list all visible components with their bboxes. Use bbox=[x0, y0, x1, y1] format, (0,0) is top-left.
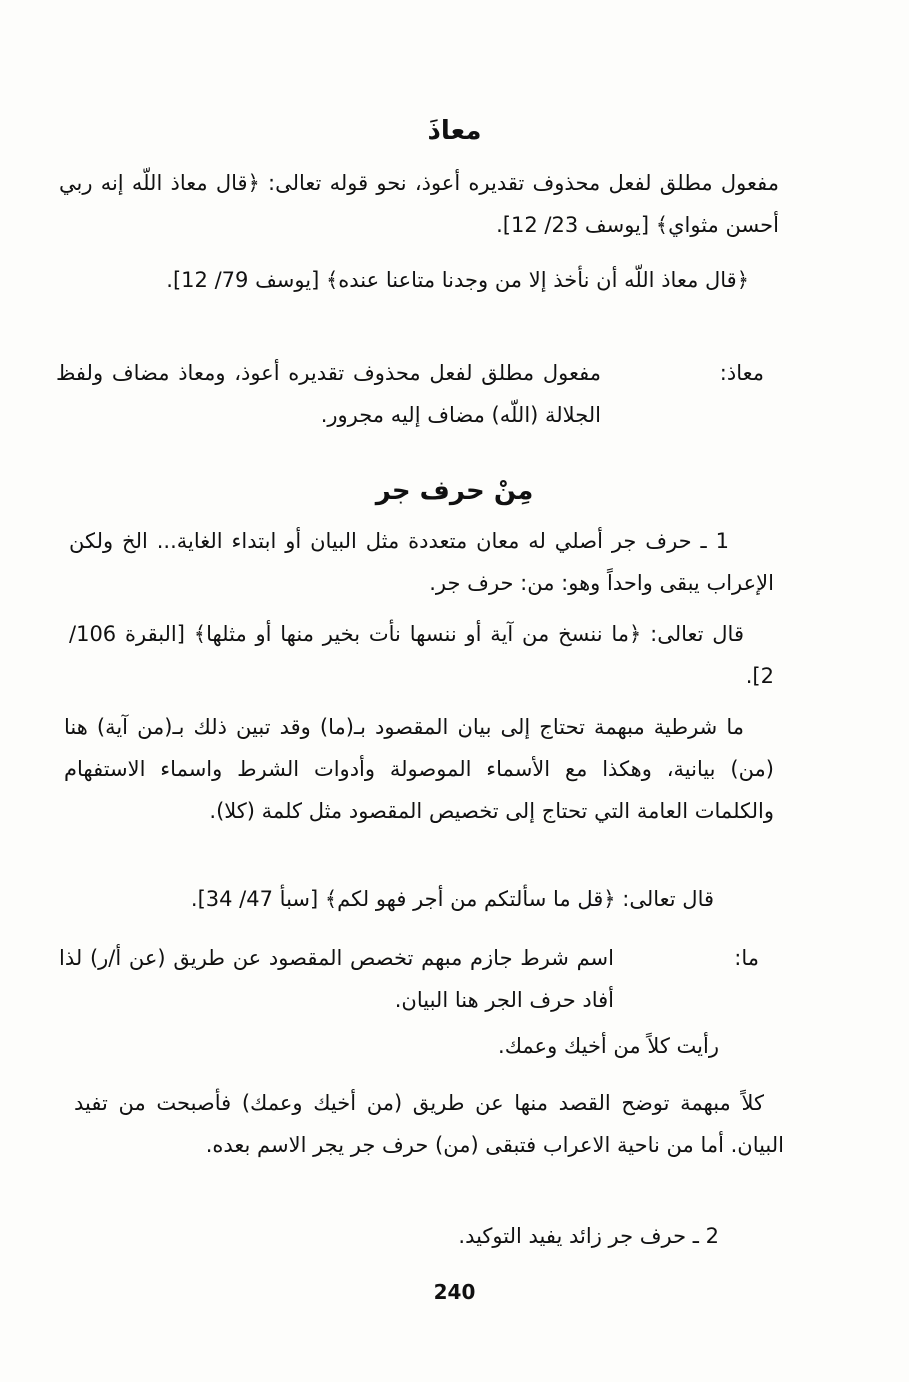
paragraph-min-second-meaning: 2 ـ حرف جر زائد يفيد التوكيد. bbox=[458, 1224, 719, 1248]
paragraph-maadh-definition: مفعول مطلق لفعل محذوف تقديره أعوذ، نحو قوله تعالى: ﴿قال معاذ اللّه إنه ربي أحسن مثواي﴾ [يوسف 23/ 12]. bbox=[59, 171, 779, 237]
page-number: 240 bbox=[433, 1280, 476, 1304]
paragraph-min-definition: 1 ـ حرف جر أصلي له معان متعددة مثل البيان أو ابتداء الغاية... الخ ولكن الإعراب يبقى واحداً وهو: من: حرف جر. bbox=[69, 529, 774, 595]
paragraph-min-explanation: ما شرطية مبهمة تحتاج إلى بيان المقصود بـ(ما) وقد تبين ذلك بـ(من آية) هنا (من) بيانية، وهكذا مع الأسماء الموصولة وأدوات الشرط واسماء الاستفهام والكلمات العامة التي تحتاج إلى تخصيص المقصود مثل كلمة (كلا). bbox=[64, 715, 774, 823]
irab-text-maadh: مفعول مطلق لفعل محذوف تقديره أعوذ، ومعاذ مضاف ولفظ الجلالة (اللّه) مضاف إليه مجرور. bbox=[56, 361, 601, 427]
paragraph-maadh-verse: ﴿قال معاذ اللّه أن نأخذ إلا من وجدنا متاعنا عنده﴾ [يوسف 79/ 12]. bbox=[166, 268, 749, 292]
irab-label-ma: ما: bbox=[734, 946, 759, 970]
paragraph-min-verse-saba: قال تعالى: ﴿قل ما سألتكم من أجر فهو لكم﴾ [سبأ 47/ 34]. bbox=[190, 887, 714, 911]
section-title-min: مِنْ حرف جر bbox=[375, 476, 534, 506]
section-title-maadh: معاذَ bbox=[427, 116, 482, 146]
irab-text-ma: اسم شرط جازم مبهم تخصص المقصود عن طريق (عن أ/ر) لذا أفاد حرف الجر هنا البيان. bbox=[59, 946, 614, 1012]
irab-label-maadh: معاذ: bbox=[719, 361, 764, 385]
paragraph-min-example: رأيت كلاً من أخيك وعمك. bbox=[498, 1034, 719, 1058]
paragraph-min-verse-baqara: قال تعالى: ﴿ما ننسخ من آية أو ننسها نأت بخير منها أو مثلها﴾ [البقرة 106/ 2]. bbox=[69, 622, 774, 688]
paragraph-min-example-explanation: كلاً مبهمة توضح القصد منها عن طريق (من أخيك وعمك) فأصبحت من تفيد البيان. أما من ناحية الاعراب فتبقى (من) حرف جر يجر الاسم بعده. bbox=[74, 1091, 784, 1157]
